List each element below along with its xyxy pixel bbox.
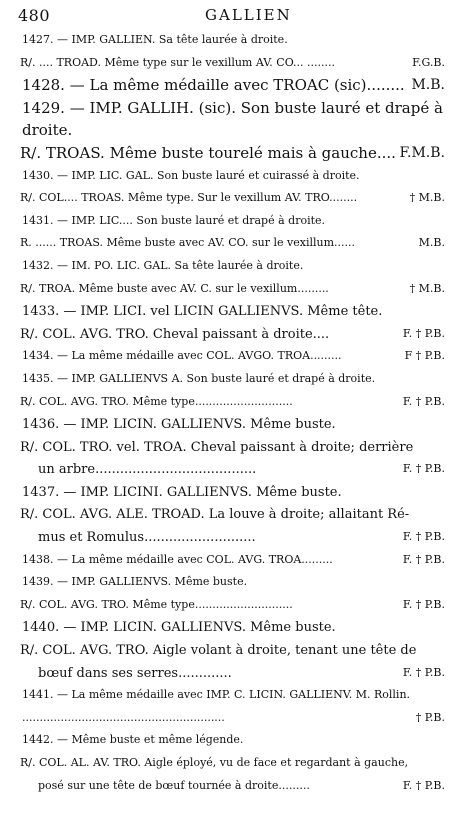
entry-text: R/. COL. AVG. TRO. Même type............................ xyxy=(20,394,293,408)
entry-line xyxy=(0,437,459,460)
entry-text: R/. COL. AL. AV. TRO. Aigle éployé, vu de face et regardant à gauche, xyxy=(20,756,409,769)
entry-line xyxy=(0,143,459,166)
entry-rarity-size: † P.B. xyxy=(415,710,445,724)
entry-line xyxy=(0,188,459,211)
entry-rarity-size: F. † P.B. xyxy=(402,552,445,566)
entry-line xyxy=(0,53,459,76)
entry-text: un arbre....................................... xyxy=(38,462,257,478)
entry-text: 1441. — La même médaille avec IMP. C. LICIN. GALLIENV. M. Rollin. xyxy=(22,688,411,702)
entry-text: R/. COL. AVG. TRO. Même type............................ xyxy=(20,597,293,611)
entry-text: R/. COL. AVG. TRO. Cheval paissant à droite.... xyxy=(20,326,330,342)
entry-text: R. ...... TROAS. Même buste avec AV. CO. sur le vexillum...... xyxy=(20,236,355,250)
entry-line xyxy=(0,233,459,256)
entry-line xyxy=(0,346,459,369)
entry-line xyxy=(0,166,459,189)
entry-rarity-size: M.B. xyxy=(418,236,445,250)
entry-line xyxy=(0,708,459,731)
entry-text: R/. COL.... TROAS. Même type. Sur le vexillum AV. TRO........ xyxy=(20,191,358,205)
entry-line xyxy=(0,527,459,550)
entry-rarity-size: M.B. xyxy=(411,77,445,94)
entry-rarity-size: F. † P.B. xyxy=(402,778,445,792)
entry-line xyxy=(0,753,459,776)
entry-line xyxy=(0,550,459,573)
entry-text: R/. TROAS. Même buste tourelé mais à gauche.... xyxy=(20,143,396,162)
entry-rarity-size: † M.B. xyxy=(409,281,445,295)
entry-line xyxy=(0,392,459,415)
entry-text: 1442. — Même buste et même légende. xyxy=(22,733,244,747)
entry-text: R/. TROA. Même buste avec AV. C. sur le vexillum......... xyxy=(20,281,329,295)
entry-line xyxy=(0,504,459,527)
entry-rarity-size: F. † P.B. xyxy=(402,462,445,476)
entry-text: R/. COL. AVG. TRO. Aigle volant à droite, tenant une tête de xyxy=(20,643,417,659)
entry-text: R/. COL. TRO. vel. TROA. Cheval paissant à droite; derrière xyxy=(20,439,414,455)
entry-rarity-size: F. † P.B. xyxy=(402,597,445,611)
running-header xyxy=(0,4,459,28)
catalogue-entries xyxy=(0,30,459,798)
entry-rarity-size: F.M.B. xyxy=(399,144,445,161)
entry-line xyxy=(0,75,459,98)
entry-rarity-size: F. † P.B. xyxy=(402,394,445,408)
entry-rarity-size: F.G.B. xyxy=(412,55,445,69)
entry-line xyxy=(0,572,459,595)
entry-line xyxy=(0,595,459,618)
entry-line xyxy=(0,617,459,640)
entry-text: 1435. — IMP. GALLIENVS A. Son buste lauré et drapé à droite. xyxy=(22,371,376,385)
entry-rarity-size: F † P.B. xyxy=(404,349,445,363)
entry-text: 1437. — IMP. LICINI. GALLIENVS. Même buste. xyxy=(22,484,342,500)
entry-text: 1439. — IMP. GALLIENVS. Même buste. xyxy=(22,575,248,589)
entry-line xyxy=(0,369,459,392)
entry-text: bœuf dans ses serres............. xyxy=(38,665,232,681)
running-title: GALLIEN xyxy=(205,6,292,24)
entry-text: R/. .... TROAD. Même type sur le vexillum AV. CO... ........ xyxy=(20,55,336,69)
entry-line xyxy=(0,663,459,686)
entry-text: 1432. — IM. PO. LIC. GAL. Sa tête laurée à droite. xyxy=(22,258,304,272)
entry-text: 1427. — IMP. GALLIEN. Sa tête laurée à droite. xyxy=(22,33,288,46)
entry-line xyxy=(0,256,459,279)
entry-rarity-size: F. † P.B. xyxy=(402,530,445,544)
entry-line xyxy=(0,482,459,505)
entry-text: mus et Romulus........................... xyxy=(38,530,256,546)
entry-text: 1440. — IMP. LICIN. GALLIENVS. Même buste. xyxy=(22,620,336,636)
entry-line xyxy=(0,776,459,799)
entry-text: 1436. — IMP. LICIN. GALLIENVS. Même buste. xyxy=(22,417,336,433)
entry-text: droite. xyxy=(22,121,73,140)
entry-line xyxy=(0,459,459,482)
entry-line xyxy=(0,324,459,347)
entry-line xyxy=(0,730,459,753)
entry-text: 1428. — La même médaille avec TROAC (sic)........ xyxy=(22,76,405,95)
entry-rarity-size: F. † P.B. xyxy=(402,665,445,679)
entry-rarity-size: F. † P.B. xyxy=(402,326,445,340)
entry-text: 1430. — IMP. LIC. GAL. Son buste lauré et cuirassé à droite. xyxy=(22,168,360,182)
entry-text: posé sur une tête de bœuf tournée à droite......... xyxy=(38,778,310,792)
entry-line xyxy=(0,279,459,302)
entry-line xyxy=(0,685,459,708)
entry-text: 1434. — La même médaille avec COL. AVGO. TROA......... xyxy=(22,349,342,363)
entry-rarity-size: † M.B. xyxy=(409,191,445,205)
entry-line xyxy=(0,640,459,663)
entry-text: .......................................................... xyxy=(22,710,225,724)
page-number: 480 xyxy=(18,6,51,25)
entry-line xyxy=(0,98,459,121)
entry-text: 1433. — IMP. LICI. vel LICIN GALLIENVS. Même tête. xyxy=(22,304,383,320)
entry-line xyxy=(0,301,459,324)
entry-line xyxy=(0,30,459,53)
entry-line xyxy=(0,120,459,143)
entry-text: 1429. — IMP. GALLIH. (sic). Son buste lauré et drapé à xyxy=(22,98,443,117)
entry-line xyxy=(0,211,459,234)
entry-text: R/. COL. AVG. ALE. TROAD. La louve à droite; allaitant Ré- xyxy=(20,507,410,523)
entry-text: 1438. — La même médaille avec COL. AVG. TROA......... xyxy=(22,552,333,566)
entry-line xyxy=(0,414,459,437)
entry-text: 1431. — IMP. LIC.... Son buste lauré et drapé à droite. xyxy=(22,213,326,227)
